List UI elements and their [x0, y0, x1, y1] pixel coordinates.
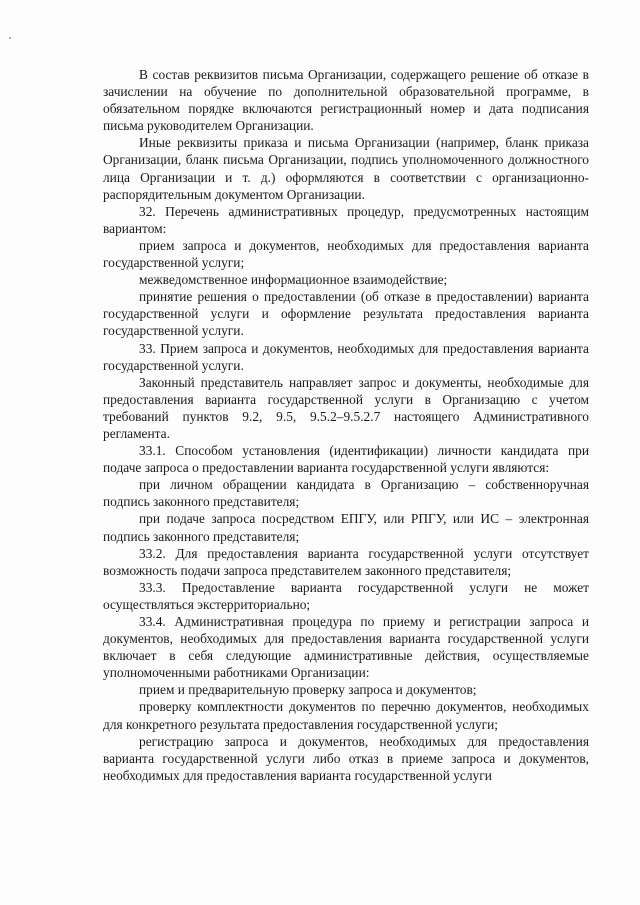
paragraph: Законный представитель направляет запрос и документы, необходимые для предоставления варианта государственной услуги в Организацию с учетом требований пунктов 9.2, 9.5, 9.5.2–9.5.2.7 настоящего Административного регламента. — [103, 374, 589, 441]
scan-speck — [9, 37, 11, 39]
paragraph: 33.3. Предоставление варианта государственной услуги не может осуществляться экстерриториально; — [103, 579, 589, 612]
paragraph: принятие решения о предоставлении (об отказе в предоставлении) варианта государственной услуги и оформление результата предоставления варианта государственной услуги. — [103, 289, 589, 339]
paragraph: при личном обращении кандидата в Организацию – собственноручная подпись законного представителя; — [103, 477, 589, 510]
paragraph: регистрацию запроса и документов, необходимых для предоставления варианта государственной услуги либо отказ в приеме запроса и документов, необходимых для предоставления варианта государственной услуги — [103, 733, 589, 783]
paragraph: прием запроса и документов, необходимых для предоставления варианта государственной услуги; — [103, 237, 589, 271]
paragraph: В состав реквизитов письма Организации, содержащего решение об отказе в зачислении на обучение по дополнительной образовательной программе, в обязательном порядке включаются регистрационный номер и дата подписания письма руководителем Организации. — [103, 67, 589, 134]
paragraph: 33.2. Для предоставления варианта государственной услуги отсутствует возможность подачи запроса представителем законного представителя; — [103, 545, 589, 578]
paragraph: 33. Прием запроса и документов, необходимых для предоставления варианта государственной услуги. — [103, 340, 589, 373]
paragraph: 32. Перечень административных процедур, предусмотренных настоящим вариантом: — [103, 203, 589, 236]
paragraph: 33.1. Способом установления (идентификации) личности кандидата при подаче запроса о предоставлении варианта государственной услуги являются: — [103, 443, 589, 476]
paragraph: прием и предварительную проверку запроса и документов; — [139, 682, 477, 698]
paragraph: Иные реквизиты приказа и письма Организации (например, бланк приказа Организации, бланк письма Организации, подпись уполномоченного должностного лица Организации и т. д.) оформляются в соответствии с организационно-распорядительным документом Организации. — [103, 135, 589, 202]
paragraph: межведомственное информационное взаимодействие; — [139, 272, 448, 288]
paragraph: 33.4. Административная процедура по приему и регистрации запроса и документов, необходимых для предоставления варианта государственной услуги включает в себя следующие административные действия, осуществляемые уполномоченными работниками Организации: — [103, 614, 589, 681]
paragraph: проверку комплектности документов по перечню документов, необходимых для конкретного результата предоставления государственной услуги; — [103, 699, 589, 732]
document-body — [103, 66, 589, 784]
paragraph: при подаче запроса посредством ЕПГУ, или РПГУ, или ИС – электронная подпись законного представителя; — [103, 511, 589, 544]
